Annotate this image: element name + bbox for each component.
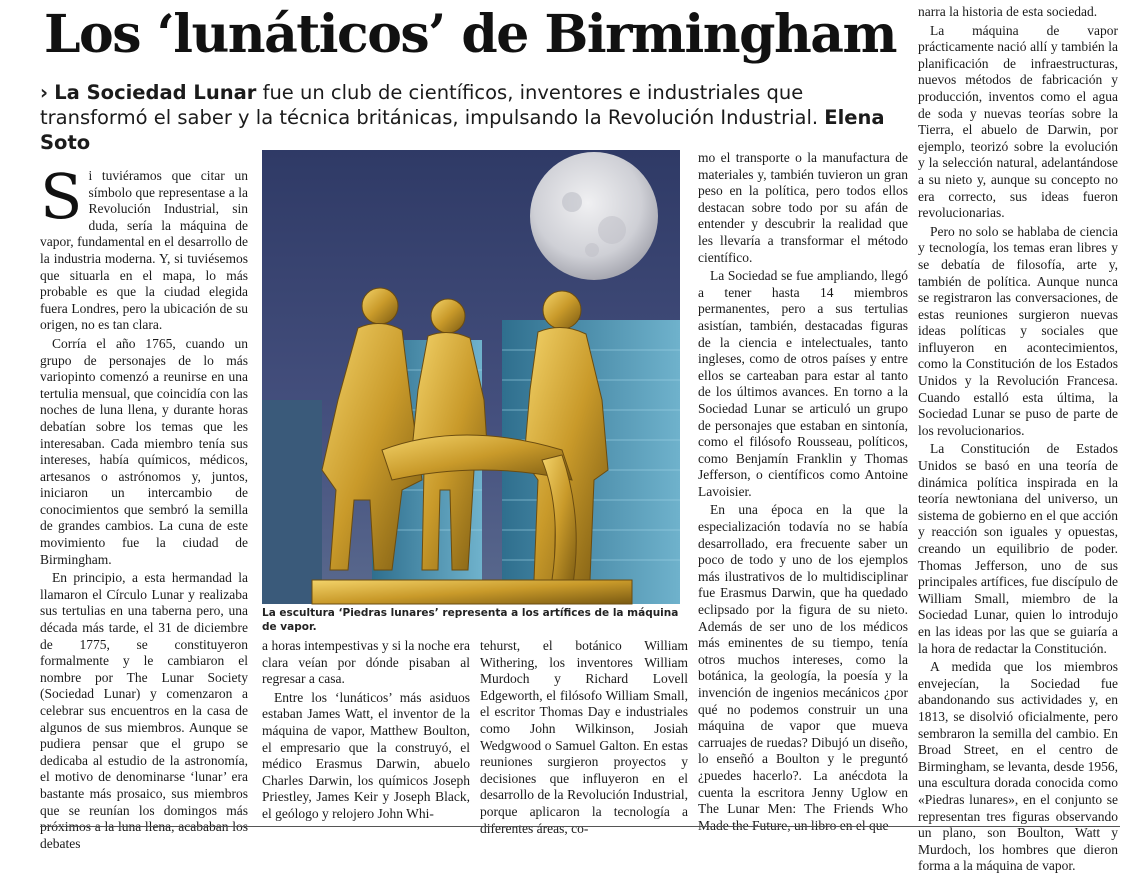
article-column-3 — [480, 638, 688, 836]
article-paragraph: La Sociedad se fue ampliando, llegó a tener hasta 14 miembros permanentes, pero a sus tertulias asistían, también, destacadas figuras de la ciencia e intelectuales, tanto ingleses, como de otros países y entre ellos se carteaban para estar al tanto de los últimos avances. En torno a la Sociedad Lunar se articuló un grupo de personajes que estaban en sintonía, como el filósofo Rousseau, políticos, como Benjamín Franklin y Thomas Jefferson, o científicos como Antoine Lavoisier. — [698, 268, 908, 499]
article-paragraph: Entre los ‘lunáticos’ más asiduos estaban James Watt, el inventor de la máquina de vapor, Matthew Boulton, el empresario que la construyó, el médico Erasmus Darwin, abuelo Charles Darwin, los químicos Joseph Priestley, James Keir y Joseph Black, el geólogo y relojero John Whi- — [262, 689, 470, 821]
article-paragraph — [40, 160, 248, 334]
article-paragraph: Pero no solo se hablaba de ciencia y tecnología, los temas eran libres y se debatía de filosofía, arte y, también de política. Aunque nunca se registraron las conversaciones, de estas reuniones surgieron nuevas ideas políticas y sociales que influyeron en acontecimientos, como la Constitución de los Estados Unidos y la Revolución Francesa. Cuando estalló esta última, la Sociedad Lunar se puso de parte de los revolucionarios. — [918, 223, 1118, 438]
sculpture-photo — [262, 150, 680, 604]
article-paragraph: mo el transporte o la manufactura de materiales y, también tuvieron un gran peso en la política, pero todos ellos destacan sobre todo por su afán de entender y descubrir la realidad que les llevaría a transformar el método científico. — [698, 150, 908, 265]
lede — [40, 80, 900, 155]
photo-caption: La escultura ‘Piedras lunares’ representa a los artífices de la máquina de vapor. — [262, 607, 679, 633]
headline: Los ‘lunáticos’ de Birmingham — [43, 4, 896, 65]
author-byline: Elena Soto — [40, 106, 885, 154]
article-column-1 — [40, 160, 248, 851]
drop-cap: S — [40, 160, 83, 233]
article-column-2 — [262, 638, 470, 824]
article-paragraph: A medida que los miembros envejecían, la Sociedad fue abandonando sus actividades y, en 1813, se disolvió oficialmente, pero sembraron la semilla del cambio. En Broad Street, en el centro de Birmingham, se levanta, desde 1956, una escultura dorada conocida como «Piedras lunares», en el conjunto se representan tres figuras observando un plano, son Boulton, Watt y Murdoch, los hombres que dieron forma a la máquina de vapor. — [918, 659, 1118, 874]
article-column-4 — [698, 150, 908, 833]
article-paragraph: La máquina de vapor prácticamente nació allí y también la planificación de infraestructuras, nuevos métodos de fabricación y producción, inventos como el agua de soda y nuevas teorías sobre la Tierra, el abuelo de Darwin, por ejemplo, teorizó sobre la evolución y la selección natural, adelantándose a su nieto y, aunque su concepto no era correcto, sus ideas fueron revolucionarias. — [918, 22, 1118, 221]
article-paragraph: La Constitución de Estados Unidos se basó en una teoría de dinámica política inspirada en la teoría newtoniana del universo, un sistema de gobierno en el que acción y reacción son iguales y opuestas, creando un equilibrio de poder. Thomas Jefferson, uno de sus principales artífices, fue discípulo de William Small, miembro de la Sociedad Lunar, quien lo introdujo en las ideas por las que se guiaría a la hora de redactar la Constitución. — [918, 441, 1118, 656]
sculpture-illustration — [262, 150, 680, 604]
article-paragraph: narra la historia de esta sociedad. — [918, 4, 1098, 19]
article-paragraph: En principio, a esta hermandad la llamaron el Círculo Lunar y realizaba sus tertulias en una taberna pero, una década más tarde, el 31 de diciembre de 1775, se constituyeron formalmente y le cambiaron el nombre por The Lunar Society (Sociedad Lunar) y comenzaron a celebrar sus encuentros en la casa de algunos de sus miembros. Aunque se pudiera pensar que el grupo se dedicaba al estudio de la astronomía, el motivo de denominarse ‘lunar’ era bastante más prosaico, sus miembros que se reunían los domingos más próximos a la luna llena, acababan los debates — [40, 570, 248, 851]
article-paragraph: En una época en la que la especialización todavía no se había desarrollado, era frecuente saber un poco de todo y uno de los ejemplos más ilustrativos de lo multidisciplinar fue Erasmus Darwin, que ha quedado eclipsado por la figura de su nieto. Además de ser uno de los médicos más eminentes de su tiempo, tenía otros muchos intereses, como la botánica, la geología, la poesía y la invención de ingenios mecánicos ¿por qué no podemos construir un una máquina de vapor que mueva carruajes de ruedas? Dibujó un diseño, lo enseñó a Boulton y le preguntó ¿puedes hacerlo?. La anécdota la cuenta la escritora Jenny Uglow en The Lunar Men: The Friends Who Made the Future, un libro en el que — [698, 502, 908, 833]
paragraph-text: i tuviéramos que citar un símbolo que representase a la Revolución Industrial, sin duda, sería la máquina de vapor, fundamental en el desarrollo de la industria moderna. Y, si tuviésemos que situarla en el mapa, lo más probable es que la ciudad elegida fuera Londres, pero la ubicación de su origen, no es tan clara. — [40, 168, 248, 333]
article-paragraph: tehurst, el botánico William Withering, los inventores William Murdoch y Richard Lovell Edgeworth, el filósofo William Small, el escritor Thomas Day e industriales como John Wilkinson, Josiah Wedgwood o Samuel Galton. En estas reuniones surgieron proyectos y decisiones que influyeron en el desarrollo de la Revolución Industrial, porque aplicaron la tecnología a diferentes áreas, co- — [480, 638, 688, 836]
lede-marker: › — [40, 81, 49, 104]
article-paragraph: Corría el año 1765, cuando un grupo de personajes de lo más variopinto comenzó a reunirse en una tertulia mensual, que coincidía con las noches de luna llena, y durante horas debatían sobre los temas que les interesaban. Cada miembro tenía sus intereses, había químicos, médicos, artesanos o astrónomos y, juntos, iniciaron un intercambio de conocimientos que sembró la semilla de grandes cambios. La cuna de este movimiento fue la ciudad de Birmingham. — [40, 335, 248, 567]
article-paragraph: a horas intempestivas y si la noche era clara veían por dónde pisaban al regresar a casa. — [262, 638, 470, 687]
lede-text: fue un club de científicos, inventores e industriales que transformó el saber y la técnica británicas, impulsando la Revolución Industrial. — [40, 81, 825, 129]
lede-lead: La Sociedad Lunar — [54, 81, 257, 104]
article-column-5 — [918, 4, 1118, 874]
footer-rule — [40, 826, 1120, 827]
